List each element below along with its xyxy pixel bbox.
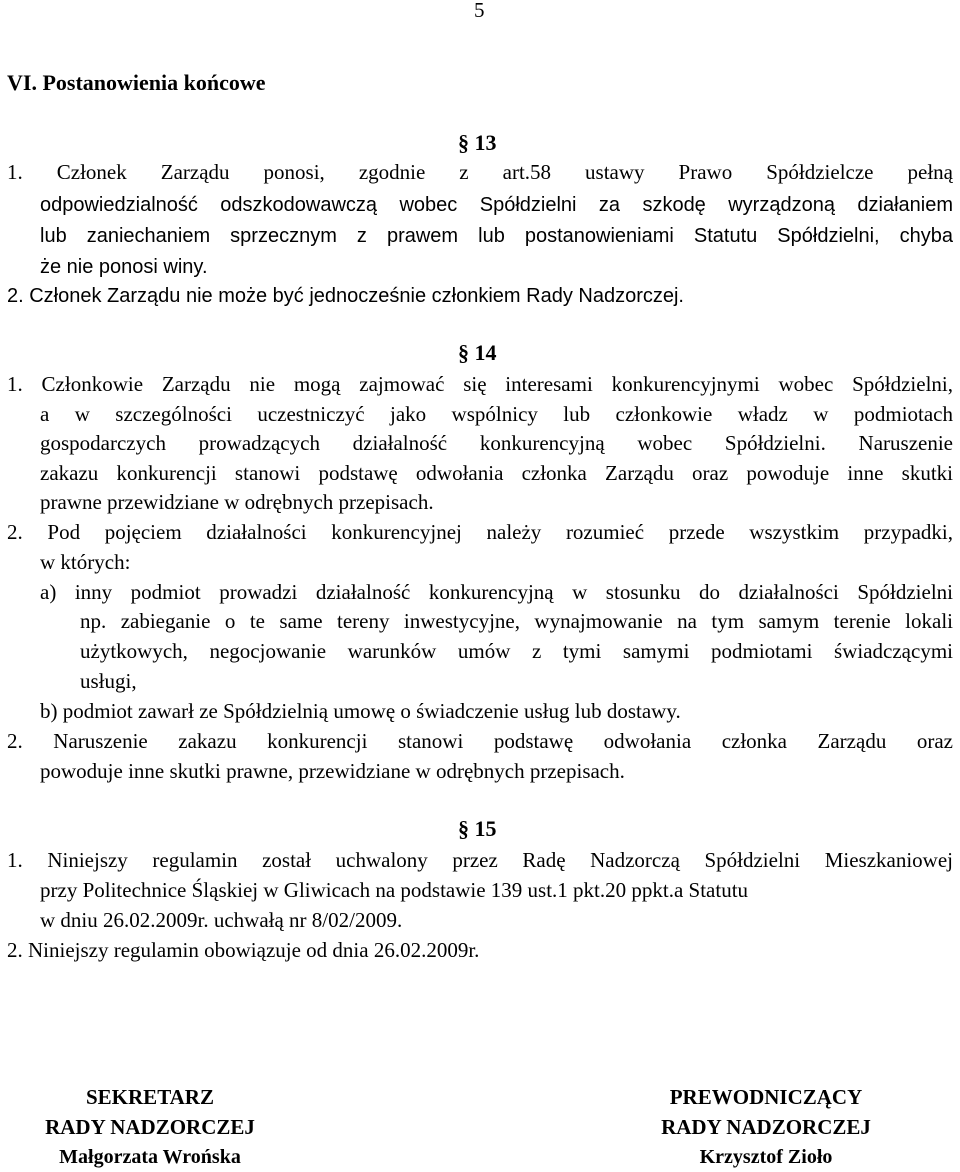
signature-right bbox=[626, 1082, 906, 1172]
section-14-line-14: powoduje inne skutki prawne, przewidziane w odrębnych przepisach. bbox=[40, 759, 625, 783]
section-14-line-2: a w szczególności uczestniczyć jako wspólnicy lub członkowie władz w podmiotach bbox=[40, 402, 953, 426]
section-sign-icon: § bbox=[458, 130, 475, 155]
section-15-line-3: w dniu 26.02.2009r. uchwałą nr 8/02/2009. bbox=[40, 908, 403, 932]
section-13-line-5: 2. Członek Zarządu nie może być jednocześnie członkiem Rady Nadzorczej. bbox=[7, 285, 684, 307]
section-14-line-6: 2. Pod pojęciem działalności konkurencyjnej należy rozumieć przede wszystkim przypadki, bbox=[7, 520, 953, 544]
section-13-line-2: odpowiedzialność odszkodowawczą wobec Spółdzielni za szkodę wyrządzoną działaniem bbox=[40, 194, 953, 216]
section-14-line-11: usługi, bbox=[80, 669, 137, 693]
signature-left bbox=[10, 1082, 290, 1172]
section-sign-icon: § bbox=[458, 340, 475, 365]
signature-right-body: RADY NADZORCZEJ bbox=[661, 1115, 871, 1139]
section-number-15: § 15 bbox=[458, 816, 497, 841]
section-14-line-5: prawne przewidziane w odrębnych przepisach. bbox=[40, 490, 434, 514]
section-14-line-13: 2. Naruszenie zakazu konkurencji stanowi podstawę odwołania członka Zarządu oraz bbox=[7, 729, 953, 753]
section-14-line-8: a) inny podmiot prowadzi działalność konkurencyjną w stosunku do działalności Spółdzielni bbox=[40, 580, 953, 604]
section-14-line-7: w których: bbox=[40, 550, 131, 574]
section-13-line-1: 1. Członek Zarządu ponosi, zgodnie z art.58 ustawy Prawo Spółdzielcze pełną bbox=[7, 160, 953, 184]
section-13-line-4: że nie ponosi winy. bbox=[40, 256, 208, 278]
signature-left-title: SEKRETARZ bbox=[86, 1085, 214, 1109]
section-13-line-3: lub zaniechaniem sprzecznym z prawem lub postanowieniami Statutu Spółdzielni, chyba bbox=[40, 225, 953, 247]
section-sign-icon: § bbox=[458, 816, 475, 841]
section-15-line-2: przy Politechnice Śląskiej w Gliwicach na podstawie 139 ust.1 pkt.20 ppkt.a Statutu bbox=[40, 878, 749, 902]
section-number-13: § 13 bbox=[458, 130, 497, 155]
section-15-line-4: 2. Niniejszy regulamin obowiązuje od dnia 26.02.2009r. bbox=[7, 938, 480, 962]
signature-left-body: RADY NADZORCZEJ bbox=[45, 1115, 255, 1139]
section-14-line-10: użytkowych, negocjowanie warunków umów z tymi samymi podmiotami świadczącymi bbox=[80, 639, 953, 663]
section-14-line-3: gospodarczych prowadzących działalność konkurencyjną wobec Spółdzielni. Naruszenie bbox=[40, 431, 953, 455]
section-15-line-1: 1. Niniejszy regulamin został uchwalony przez Radę Nadzorczą Spółdzielni Mieszkaniowej bbox=[7, 848, 953, 872]
signature-left-name: Małgorzata Wrońska bbox=[59, 1146, 241, 1168]
section-number-14: § 14 bbox=[458, 340, 497, 365]
signature-right-name: Krzysztof Zioło bbox=[699, 1146, 833, 1168]
section-heading: VI. Postanowienia końcowe bbox=[7, 70, 266, 95]
page-number: 5 bbox=[474, 0, 485, 22]
section-14-line-12: b) podmiot zawarł ze Spółdzielnią umowę o świadczenie usług lub dostawy. bbox=[40, 699, 681, 723]
section-14-line-4: zakazu konkurencji stanowi podstawę odwołania członka Zarządu oraz powoduje inne skutki bbox=[40, 461, 953, 485]
signature-right-title: PREWODNICZĄCY bbox=[669, 1085, 863, 1109]
section-14-line-1: 1. Członkowie Zarządu nie mogą zajmować się interesami konkurencyjnymi wobec Spółdzielni, bbox=[7, 372, 953, 396]
section-14-line-9: np. zabieganie o te same tereny inwestycyjne, wynajmowanie na tym samym terenie lokali bbox=[80, 609, 953, 633]
